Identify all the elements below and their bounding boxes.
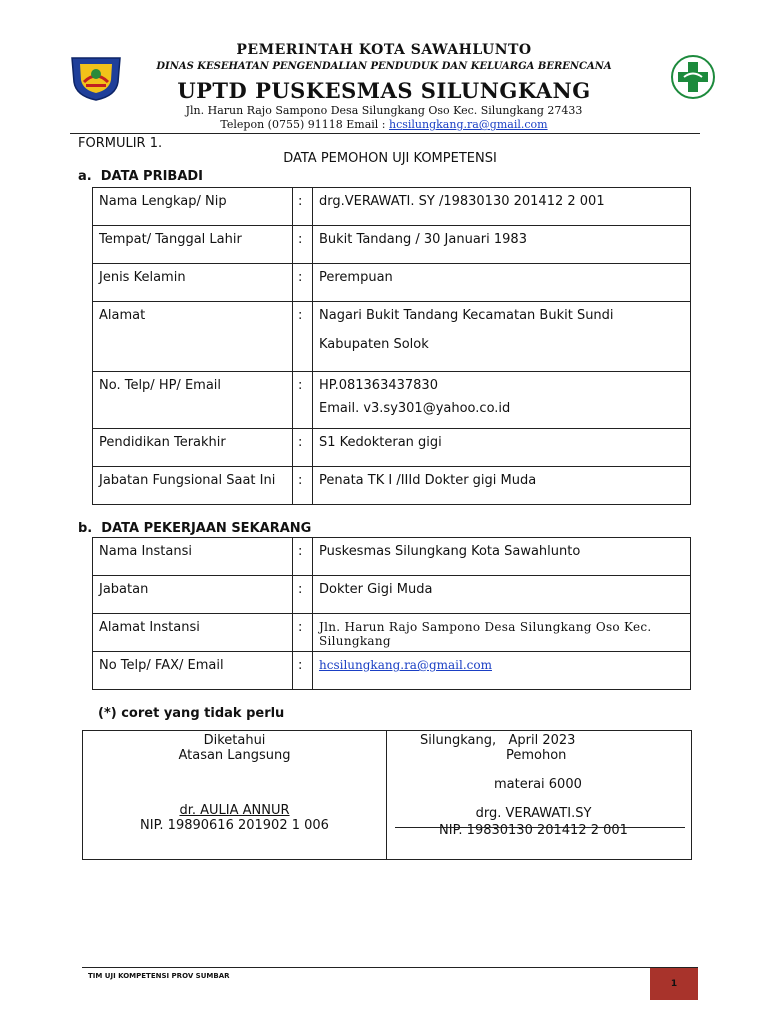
table-row bbox=[93, 372, 691, 429]
row-value-line1: Nagari Bukit Tandang Kecamatan Bukit Sundi bbox=[319, 308, 614, 323]
page-number: 1 bbox=[650, 968, 698, 1000]
letterhead-department: DINAS KESEHATAN PENGENDALIAN PENDUDUK DAN KELUARGA BERENCANA bbox=[156, 61, 612, 72]
row-colon: : bbox=[293, 302, 313, 372]
section-a-heading: a. DATA PRIBADI bbox=[78, 169, 204, 184]
row-label: Alamat bbox=[93, 302, 293, 372]
table-row bbox=[93, 576, 691, 614]
row-label: Jabatan Fungsional Saat Ini bbox=[93, 467, 293, 505]
row-colon: : bbox=[293, 372, 313, 429]
row-colon: : bbox=[293, 264, 313, 302]
form-code: FORMULIR 1. bbox=[78, 136, 163, 151]
row-colon: : bbox=[293, 538, 313, 576]
section-b-heading: b. DATA PEKERJAAN SEKARANG bbox=[78, 521, 312, 536]
supervisor-title: Atasan Langsung bbox=[178, 748, 291, 763]
row-value: Bukit Tandang / 30 Januari 1983 bbox=[313, 226, 691, 264]
applicant-column bbox=[386, 731, 691, 838]
footer-text: TIM UJI KOMPETENSI PROV SUMBAR bbox=[88, 972, 230, 980]
email-link[interactable]: hcsilungkang.ra@gmail.com bbox=[319, 658, 492, 672]
supervisor-column bbox=[83, 731, 386, 833]
supervisor-nip: NIP. 19890616 201902 1 006 bbox=[140, 818, 329, 833]
row-colon: : bbox=[293, 614, 313, 652]
row-value: drg.VERAWATI. SY /19830130 201412 2 001 bbox=[313, 188, 691, 226]
row-value: Puskesmas Silungkang Kota Sawahlunto bbox=[313, 538, 691, 576]
employment-data-table bbox=[92, 537, 691, 690]
row-label: Jabatan bbox=[93, 576, 293, 614]
row-label: No. Telp/ HP/ Email bbox=[93, 372, 293, 429]
row-value: Perempuan bbox=[313, 264, 691, 302]
row-value: Penata TK I /IIId Dokter gigi Muda bbox=[313, 467, 691, 505]
table-row bbox=[93, 302, 691, 372]
table-row bbox=[93, 188, 691, 226]
table-row bbox=[93, 226, 691, 264]
row-label: Nama Lengkap/ Nip bbox=[93, 188, 293, 226]
applicant-name: drg. VERAWATI.SY bbox=[475, 806, 592, 821]
strike-note: (*) coret yang tidak perlu bbox=[98, 706, 285, 721]
table-row bbox=[93, 538, 691, 576]
place-date: Silungkang, April 2023 bbox=[420, 733, 576, 748]
row-value: Dokter Gigi Muda bbox=[313, 576, 691, 614]
stamp-note: materai 6000 bbox=[494, 777, 582, 792]
row-value-line2: Email. v3.sy301@yahoo.co.id bbox=[319, 401, 511, 416]
row-colon: : bbox=[293, 652, 313, 690]
personal-data-table bbox=[92, 187, 691, 505]
row-label: No Telp/ FAX/ Email bbox=[93, 652, 293, 690]
supervisor-name: dr. AULIA ANNUR bbox=[179, 803, 290, 818]
row-value bbox=[313, 302, 691, 372]
row-value: Jln. Harun Rajo Sampono Desa Silungkang Oso Kec. Silungkang bbox=[313, 614, 691, 652]
supervisor-acknowledged: Diketahui bbox=[203, 733, 266, 748]
table-row bbox=[93, 264, 691, 302]
row-colon: : bbox=[293, 576, 313, 614]
row-label: Nama Instansi bbox=[93, 538, 293, 576]
signature-block bbox=[82, 730, 692, 860]
letterhead-address: Jln. Harun Rajo Sampono Desa Silungkang Oso Kec. Silungkang 27433 bbox=[185, 104, 583, 117]
row-label: Jenis Kelamin bbox=[93, 264, 293, 302]
applicant-role: Pemohon bbox=[506, 748, 567, 763]
applicant-nip: NIP. 19830130 201412 2 001 bbox=[439, 823, 628, 838]
letterhead-phone: Telepon (0755) 91118 Email : bbox=[220, 118, 389, 131]
signature-line bbox=[395, 827, 685, 828]
letterhead-email-link[interactable]: hcsilungkang.ra@gmail.com bbox=[389, 118, 548, 131]
row-colon: : bbox=[293, 429, 313, 467]
form-title: DATA PEMOHON UJI KOMPETENSI bbox=[283, 151, 497, 166]
footer-rule bbox=[82, 967, 698, 968]
table-row bbox=[93, 467, 691, 505]
row-colon: : bbox=[293, 467, 313, 505]
table-row bbox=[93, 652, 691, 690]
letterhead-rule bbox=[70, 133, 700, 134]
row-label: Alamat Instansi bbox=[93, 614, 293, 652]
letterhead-government: PEMERINTAH KOTA SAWAHLUNTO bbox=[236, 42, 532, 58]
row-label: Pendidikan Terakhir bbox=[93, 429, 293, 467]
letterhead-title: UPTD PUSKESMAS SILUNGKANG bbox=[177, 78, 591, 103]
row-label: Tempat/ Tanggal Lahir bbox=[93, 226, 293, 264]
row-colon: : bbox=[293, 188, 313, 226]
row-value bbox=[313, 652, 691, 690]
letterhead-contact bbox=[0, 118, 768, 131]
table-row bbox=[93, 429, 691, 467]
row-colon: : bbox=[293, 226, 313, 264]
table-row bbox=[93, 614, 691, 652]
row-value-line1: HP.081363437830 bbox=[319, 378, 438, 393]
row-value: S1 Kedokteran gigi bbox=[313, 429, 691, 467]
row-value-line2: Kabupaten Solok bbox=[319, 337, 429, 352]
row-value bbox=[313, 372, 691, 429]
